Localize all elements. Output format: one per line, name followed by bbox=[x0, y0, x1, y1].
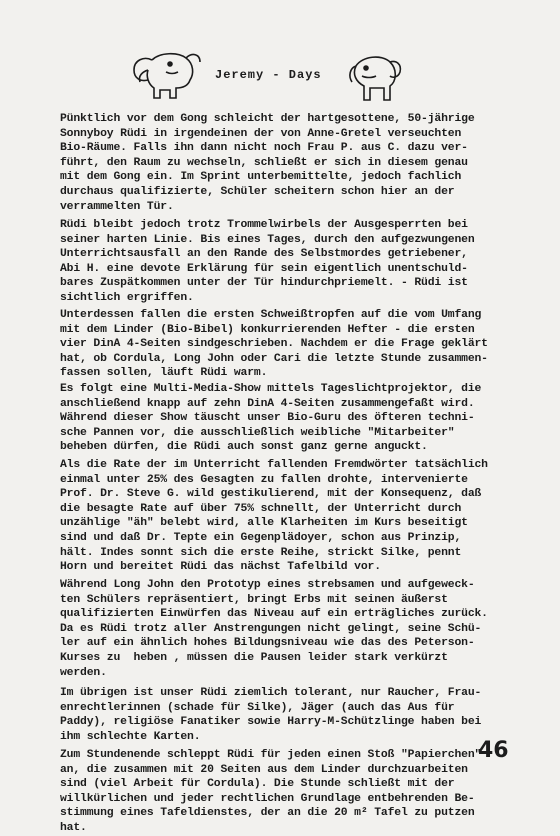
paragraph-8: Zum Stundenende schleppt Rüdi für jeden einen Stoß "Papierchen" an, die zusammen mit 20 Seiten aus dem Linder durchzuarbeiten sind (viel Arbeit für Cordula). Die Stunde schließt mit der willkürlichen und jeder rechtlichen Grundlage entbehrenden Be- stimmung eines Tafeldienstes, der an die 20 m² Tafel zu putzen hat. bbox=[60, 749, 482, 834]
paragraph-4: Es folgt eine Multi-Media-Show mittels Tageslichtprojektor, die anschließend knapp auf zehn DinA 4-Seiten zusammengefaßt wird. Während dieser Show täuscht unser Bio-Guru des öfteren techni- sche Pannen vor, die ausschließlich weibliche "Mitarbeiter" beheben dürfen, die Rüdi auch sonst ganz gerne anguckt. bbox=[60, 383, 482, 454]
paragraph-1: Pünktlich vor dem Gong schleicht der hartgesottene, 50-jährige Sonnyboy Rüdi in irgendeinen der von Anne-Gretel verseuchten Bio-Räume. Falls ihn dann nicht noch Frau P. aus C. dazu ver- führt, den Raum zu wechseln, schließt er sich in diesem genau mit dem Gong ein. Im Sprint unterbemittelte, jedoch fachlich durchaus qualifizierte, Schüler scheitern schon hier an der verrammelten Tür. bbox=[60, 113, 475, 213]
page-title: Jeremy - Days bbox=[215, 68, 322, 82]
elephant-left-icon bbox=[130, 46, 208, 104]
paragraph-6: Während Long John den Prototyp eines strebsamen und aufgeweck- ten Schülers repräsentiert, bringt Erbs mit seinen äußerst qualifizierten Einwürfen das Niveau auf ein erträgliches zurück. Da es Rüdi trotz aller Anstrengungen nicht gelingt, seine Schü- ler auf ein ähnlich hohes Bildungsniveau wie das des Peterson- Kurses zu heben , müssen die Pausen leider stark verkürzt werden. bbox=[60, 579, 488, 679]
paragraph-2: Rüdi bleibt jedoch trotz Trommelwirbels der Ausgesperrten bei seiner harten Linie. Bis eines Tages, durch den aufgezwungenen Unterrichtsausfall an den Rande des Selbstmordes getriebener, Abi H. eine devote Erklärung für sein eigentlich unentschuld- bares Zuspätkommen unter der Tür hindurchpriemelt. - Rüdi ist sichtlich ergriffen. bbox=[60, 219, 475, 304]
elephant-right-icon bbox=[344, 50, 408, 106]
paragraph-5: Als die Rate der im Unterricht fallenden Fremdwörter tatsächlich einmal unter 25% des Gesagten zu fallen drohte, intervenierte Prof. Dr. Steve G. wild gestikulierend, mit der Konsequenz, daß die besagte Rate auf über 75% schnellt, der Unterricht durch unzählige "äh" belebt wird, alle Klarheiten im Kurs beseitigt sind und daß Dr. Tepte ein Gegenplädoyer, schon aus Prinzip, hält. Indes sonnt sich die erste Reihe, strickt Silke, pennt Horn und bereitet Rüdi das nächst Tafelbild vor. bbox=[60, 459, 488, 574]
page-number: 46 bbox=[478, 738, 509, 763]
paragraph-7: Im übrigen ist unser Rüdi ziemlich tolerant, nur Raucher, Frau- enrechtlerinnen (schade für Silke), Jäger (auch das Aus für Paddy), religiöse Fanatiker sowie Harry-M-Schützlinge haben bei ihm schlechte Karten. bbox=[60, 687, 482, 743]
paragraph-3: Unterdessen fallen die ersten Schweißtropfen auf die vom Umfang mit dem Linder (Bio-Bibel) konkurrierenden Hefter - die ersten vier DinA 4-Seiten sindgeschrieben. Nachdem er die Frage geklärt hat, ob Cordula, Long John oder Cari die letzte Stunde zusammen- fassen sollen, läuft Rüdi warm. bbox=[60, 309, 488, 380]
